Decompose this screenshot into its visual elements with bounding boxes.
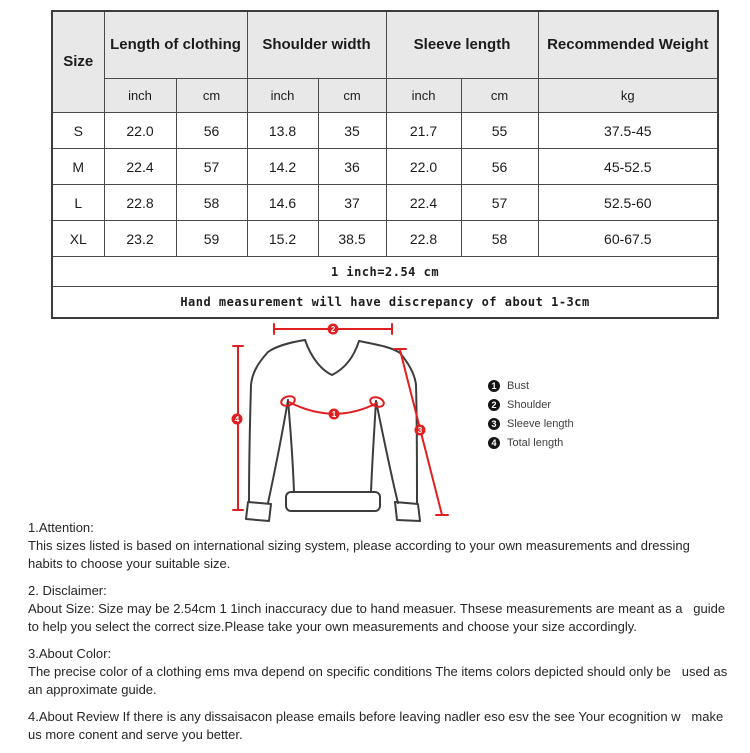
table-cell: 13.8: [247, 113, 318, 149]
table-cell: 14.6: [247, 185, 318, 221]
table-cell: 22.8: [104, 185, 176, 221]
table-cell: 58: [176, 185, 247, 221]
table-cell: 57: [176, 149, 247, 185]
table-cell: XL: [52, 221, 104, 257]
marker-1: 1: [331, 410, 337, 419]
sweater-outline-icon: [246, 340, 420, 521]
table-cell: 15.2: [247, 221, 318, 257]
table-cell: 56: [176, 113, 247, 149]
table-cell: 22.4: [386, 185, 461, 221]
table-note-row: [52, 257, 718, 287]
legend-label: Bust: [507, 379, 530, 392]
legend-label: Total length: [507, 436, 564, 449]
unit-cell: cm: [461, 79, 538, 113]
inch-conversion-note: 1 inch=2.54 cm: [52, 257, 718, 287]
info-sections: [28, 519, 732, 753]
unit-cell: kg: [538, 79, 718, 113]
sweater-measurement-diagram: [224, 315, 484, 530]
table-cell: 37: [318, 185, 386, 221]
section-body: The precise color of a clothing ems mva depend on specific conditions The items colors depicted should only be used as an approximate guide.: [28, 664, 731, 697]
column-header-size: Size: [52, 11, 104, 113]
table-cell: 56: [461, 149, 538, 185]
table-note-row: [52, 287, 718, 318]
legend-item-sleeve-length: [488, 414, 574, 433]
table-cell: 55: [461, 113, 538, 149]
table-cell: 45-52.5: [538, 149, 718, 185]
table-row-s: [52, 113, 718, 149]
table-cell: M: [52, 149, 104, 185]
table-units-row: [52, 79, 718, 113]
measurement-point-markers: [232, 324, 426, 436]
table-cell: L: [52, 185, 104, 221]
table-cell: 36: [318, 149, 386, 185]
section-body: This sizes listed is based on international sizing system, please according to your own measurements and dressing habits to choose your suitable size.: [28, 538, 701, 571]
table-cell: 59: [176, 221, 247, 257]
table-cell: 14.2: [247, 149, 318, 185]
table-header-row: [52, 11, 718, 79]
unit-cell: inch: [386, 79, 461, 113]
measurement-discrepancy-note: Hand measurement will have discrepancy of about 1-3cm: [52, 287, 718, 318]
legend-label: Sleeve length: [507, 417, 574, 430]
table-cell: 60-67.5: [538, 221, 718, 257]
table-row-l: [52, 185, 718, 221]
marker-2: 2: [330, 325, 336, 334]
table-cell: 35: [318, 113, 386, 149]
unit-cell: cm: [318, 79, 386, 113]
section-body: About Size: Size may be 2.54cm 1 1inch inaccuracy due to hand measuer. Thsese measurements are meant as a guide to help you select the correct size.Please take your own measurements and choose your size accordingly.: [28, 601, 729, 634]
table-cell: 57: [461, 185, 538, 221]
table-row-xl: [52, 221, 718, 257]
table-cell: 23.2: [104, 221, 176, 257]
column-header-shoulder: Shoulder width: [247, 11, 386, 79]
section-disclaimer: [28, 582, 732, 636]
section-heading: 2. Disclaimer:: [28, 583, 107, 598]
section-about-review: [28, 708, 732, 744]
table-cell: 52.5-60: [538, 185, 718, 221]
table-cell: 22.0: [386, 149, 461, 185]
table-cell: 22.4: [104, 149, 176, 185]
unit-cell: inch: [104, 79, 176, 113]
circled-number-icon: 1: [488, 380, 500, 392]
table-cell: S: [52, 113, 104, 149]
diagram-legend: [488, 376, 574, 452]
legend-label: Shoulder: [507, 398, 552, 411]
section-heading: 1.Attention:: [28, 520, 94, 535]
table-cell: 37.5-45: [538, 113, 718, 149]
column-header-weight: Recommended Weight: [538, 11, 718, 79]
table-cell: 22.0: [104, 113, 176, 149]
column-header-sleeve: Sleeve length: [386, 11, 538, 79]
legend-item-shoulder: [488, 395, 574, 414]
table-cell: 22.8: [386, 221, 461, 257]
legend-item-bust: [488, 376, 574, 395]
table-cell: 38.5: [318, 221, 386, 257]
table-row-m: [52, 149, 718, 185]
circled-number-icon: 3: [488, 418, 500, 430]
marker-4: 4: [234, 415, 240, 424]
section-about-color: [28, 645, 732, 699]
circled-number-icon: 2: [488, 399, 500, 411]
unit-cell: cm: [176, 79, 247, 113]
legend-item-total-length: [488, 433, 574, 452]
column-header-length: Length of clothing: [104, 11, 247, 79]
unit-cell: inch: [247, 79, 318, 113]
section-heading: 3.About Color:: [28, 646, 112, 661]
table-cell: 58: [461, 221, 538, 257]
table-cell: 21.7: [386, 113, 461, 149]
size-chart-table: [51, 10, 719, 319]
section-body: 4.About Review If there is any dissaisacon please emails before leaving nadler eso esv the see Your ecognition w make us more conent and serve you better.: [28, 709, 727, 742]
circled-number-icon: 4: [488, 437, 500, 449]
section-attention: [28, 519, 732, 573]
marker-3: 3: [417, 426, 423, 435]
